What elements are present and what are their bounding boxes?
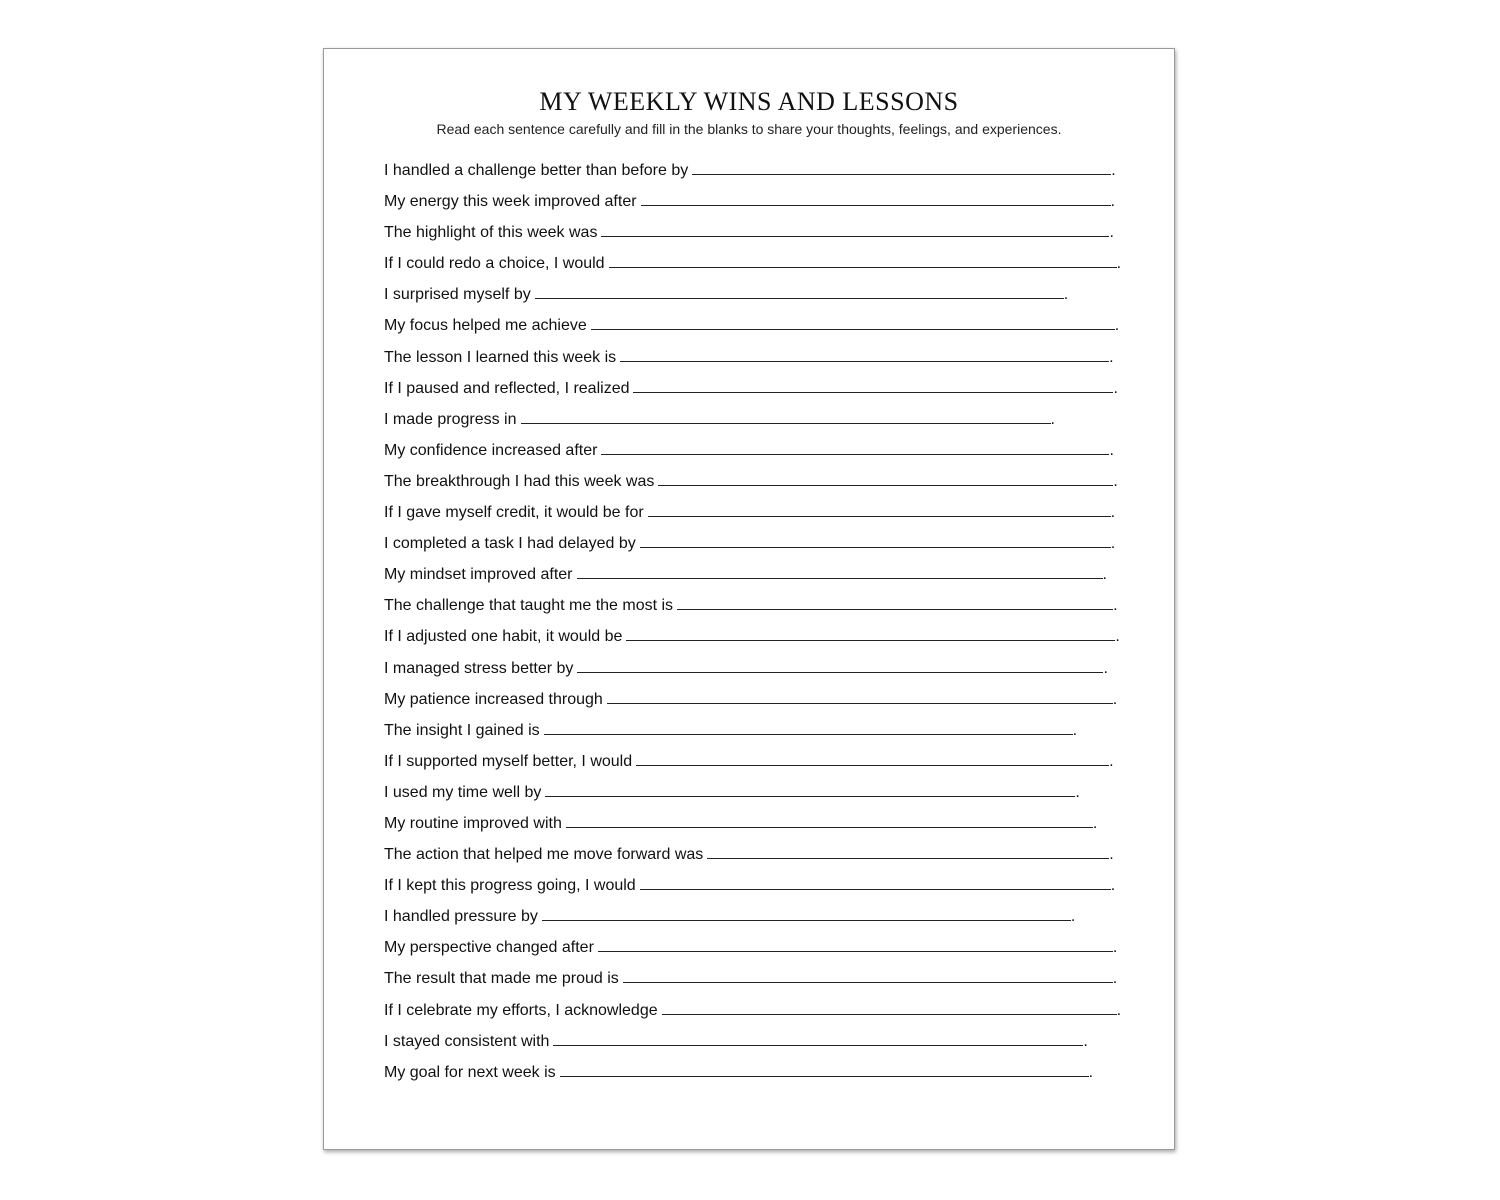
prompt-row [384, 155, 1124, 186]
prompt-row [384, 808, 1124, 839]
sentence-period: . [1110, 877, 1116, 895]
answer-blank[interactable] [633, 391, 1113, 393]
prompt-text: If I gave myself credit, it would be for [384, 504, 644, 522]
prompt-row [384, 248, 1124, 279]
answer-blank[interactable] [560, 1075, 1089, 1077]
answer-blank[interactable] [640, 888, 1111, 890]
answer-blank[interactable] [636, 764, 1109, 766]
answer-blank[interactable] [707, 857, 1109, 859]
sentence-period: . [1111, 162, 1116, 179]
prompt-text: If I supported myself better, I would [384, 752, 633, 770]
sentence-period: . [1112, 690, 1118, 708]
answer-blank[interactable] [677, 608, 1113, 610]
answer-blank[interactable] [545, 795, 1075, 797]
answer-blank[interactable] [577, 671, 1103, 673]
prompt-row [384, 715, 1124, 746]
answer-blank[interactable] [609, 266, 1117, 268]
prompt-row [384, 217, 1124, 248]
answer-blank[interactable] [662, 1013, 1117, 1015]
sentence-period: . [1112, 939, 1118, 957]
page-title: MY WEEKLY WINS AND LESSONS [539, 87, 959, 116]
prompt-row [384, 373, 1124, 404]
prompt-row [384, 870, 1124, 901]
prompt-text: I stayed consistent with [384, 1032, 550, 1050]
answer-blank[interactable] [598, 950, 1113, 952]
sentence-period: . [1083, 1032, 1088, 1050]
answer-blank[interactable] [620, 360, 1109, 362]
prompt-text: My confidence increased after [384, 441, 598, 459]
prompt-text: I managed stress better by [384, 659, 574, 677]
sentence-period: . [1103, 659, 1108, 677]
prompt-text: If I kept this progress going, I would [384, 877, 636, 895]
sentence-period: . [1109, 441, 1114, 459]
prompt-row [384, 839, 1124, 870]
sentence-period: . [1109, 752, 1114, 770]
worksheet-page [323, 48, 1175, 1150]
prompt-row [384, 590, 1124, 621]
prompt-row [384, 559, 1124, 590]
prompt-text: If I celebrate my efforts, I acknowledge [384, 1001, 658, 1019]
prompt-row [384, 963, 1124, 994]
sentence-period: . [1116, 1001, 1122, 1019]
prompt-text: If I paused and reflected, I realized [384, 379, 630, 397]
prompt-text: The action that helped me move forward was [384, 846, 704, 864]
prompt-text: I surprised myself by [384, 286, 531, 304]
prompt-row [384, 1057, 1124, 1088]
prompt-row [384, 404, 1124, 435]
sentence-period: . [1109, 348, 1114, 366]
prompt-text: I made progress in [384, 410, 517, 428]
sentence-period: . [1113, 472, 1118, 490]
sentence-period: . [1113, 597, 1118, 615]
sentence-period: . [1063, 286, 1069, 304]
prompt-text: My mindset improved after [384, 566, 573, 584]
prompt-text: My perspective changed after [384, 939, 594, 957]
answer-blank[interactable] [658, 484, 1113, 486]
sentence-period: . [1110, 504, 1116, 522]
sentence-period: . [1109, 224, 1114, 242]
prompt-row [384, 497, 1124, 528]
answer-blank[interactable] [601, 235, 1109, 237]
prompt-text: I handled a challenge better than before by [384, 162, 689, 179]
answer-blank[interactable] [601, 453, 1109, 455]
prompt-text: The challenge that taught me the most is [384, 597, 674, 615]
prompt-row [384, 1026, 1124, 1057]
answer-blank[interactable] [591, 328, 1115, 330]
prompt-row [384, 746, 1124, 777]
sentence-period: . [1072, 721, 1078, 739]
prompt-row [384, 901, 1124, 932]
sentence-period: . [1110, 193, 1115, 211]
answer-blank[interactable] [577, 577, 1103, 579]
prompt-row [384, 435, 1124, 466]
answer-blank[interactable] [692, 173, 1111, 175]
prompt-text: If I adjusted one habit, it would be [384, 628, 623, 646]
prompt-row [384, 995, 1124, 1026]
sentence-period: . [1050, 410, 1055, 428]
prompt-text: The highlight of this week was [384, 224, 598, 242]
sentence-period: . [1112, 970, 1118, 988]
prompt-row [384, 777, 1124, 808]
answer-blank[interactable] [640, 546, 1111, 548]
sentence-period: . [1070, 908, 1076, 926]
sentence-period: . [1113, 379, 1118, 397]
prompt-row [384, 186, 1124, 217]
prompt-row [384, 653, 1124, 684]
sentence-period: . [1115, 628, 1120, 646]
prompt-text: The breakthrough I had this week was [384, 472, 655, 490]
prompt-text: My energy this week improved after [384, 193, 637, 211]
answer-blank[interactable] [648, 515, 1111, 517]
answer-blank[interactable] [542, 919, 1071, 921]
prompt-list [384, 155, 1124, 1088]
instructions: Read each sentence carefully and fill in the blanks to share your thoughts, feelings, and experiences. [436, 121, 1062, 137]
sentence-period: . [1075, 783, 1080, 801]
answer-blank[interactable] [553, 1044, 1083, 1046]
answer-blank[interactable] [544, 733, 1073, 735]
prompt-row [384, 466, 1124, 497]
sentence-period: . [1092, 814, 1098, 832]
sentence-period: . [1088, 1063, 1094, 1081]
prompt-text: I used my time well by [384, 783, 542, 801]
answer-blank[interactable] [626, 639, 1115, 641]
answer-blank[interactable] [623, 981, 1113, 983]
sentence-period: . [1102, 566, 1107, 584]
prompt-row [384, 310, 1124, 341]
prompt-row [384, 342, 1124, 373]
prompt-row [384, 684, 1124, 715]
answer-blank[interactable] [566, 826, 1093, 828]
prompt-row [384, 621, 1124, 652]
prompt-text: My patience increased through [384, 690, 603, 708]
sentence-period: . [1116, 255, 1122, 273]
prompt-text: If I could redo a choice, I would [384, 255, 605, 273]
prompt-text: The lesson I learned this week is [384, 348, 617, 366]
answer-blank[interactable] [535, 297, 1064, 299]
prompt-row [384, 279, 1124, 310]
prompt-text: I completed a task I had delayed by [384, 535, 636, 553]
prompt-text: The result that made me proud is [384, 970, 619, 988]
prompt-row [384, 528, 1124, 559]
prompt-text: The insight I gained is [384, 721, 540, 739]
answer-blank[interactable] [607, 702, 1113, 704]
sentence-period: . [1110, 535, 1116, 553]
prompt-text: My goal for next week is [384, 1063, 556, 1081]
sentence-period: . [1109, 846, 1114, 864]
prompt-text: My focus helped me achieve [384, 317, 587, 335]
sentence-period: . [1114, 317, 1120, 335]
prompt-text: My routine improved with [384, 814, 562, 832]
prompt-row [384, 932, 1124, 963]
answer-blank[interactable] [521, 422, 1051, 424]
prompt-text: I handled pressure by [384, 908, 538, 926]
answer-blank[interactable] [641, 204, 1111, 206]
